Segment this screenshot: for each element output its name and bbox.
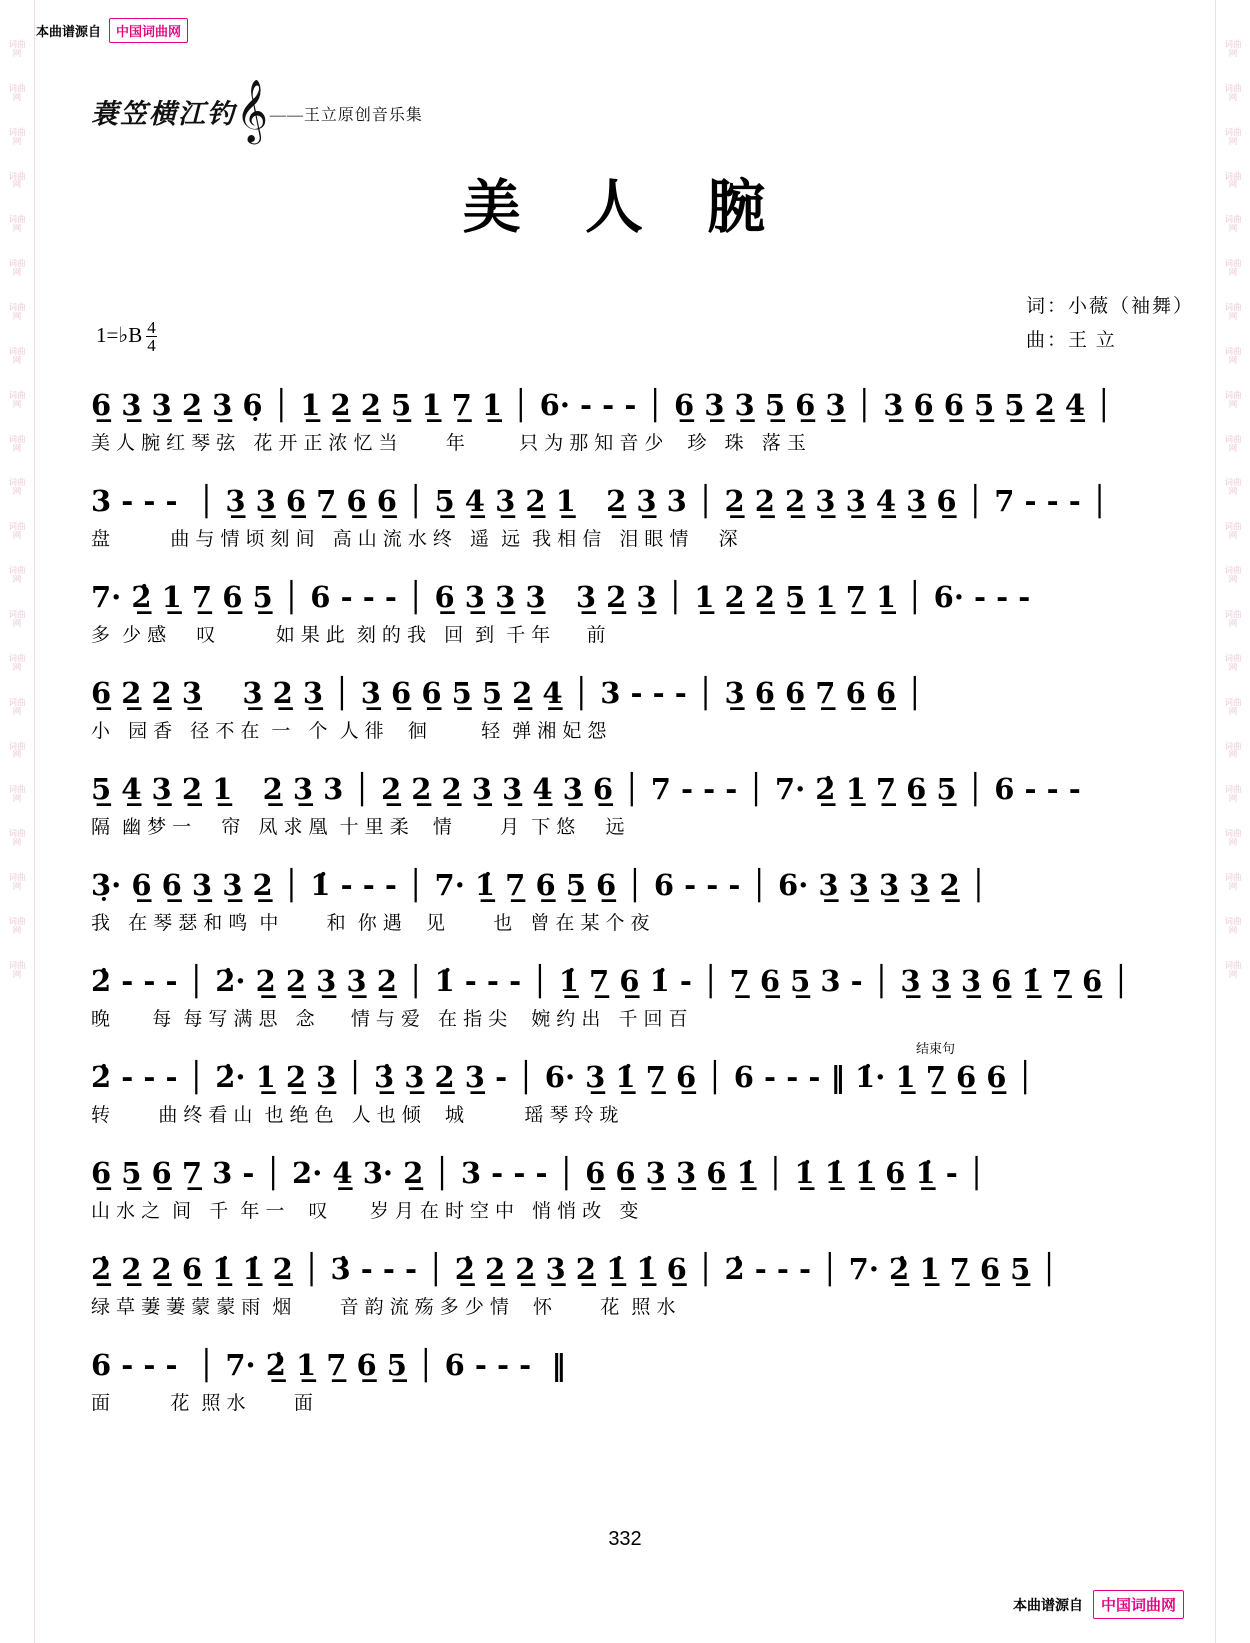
notation-line: 2̇ - - - │ 2̇· 2̲ 2̲ 3̲ 3̲ 2̲ │ 1̇ - - - │ 1̲̇ 7̲ 6̲ 1̇ - │ 7̲ 6̲ 5̲ 3 - │ 3̲ 3̲ 3̲ 6̲ 1̲̇ 7̲ 6̲ │: [91, 964, 1130, 998]
watermark-text: 词曲网: [8, 740, 26, 760]
watermark-text: 词曲网: [1224, 565, 1242, 585]
watermark-text: 词曲网: [8, 872, 26, 891]
watermark-text: 词曲网: [8, 170, 26, 190]
lyrics-line: 我 在 琴 瑟 和 鸣 中 和 你 遇 见 也 曾 在 某 个 夜: [91, 912, 650, 934]
page-number: 332: [608, 1528, 642, 1550]
system-row: [36, 670, 1214, 762]
lyrics-line: 小 园 香 径 不 在 一 个 人 徘 徊 轻 弹 湘 妃 怨: [91, 720, 607, 742]
notation-line: 7· 2̲̇ 1̲ 7̲ 6̲ 5̲ │ 6 - - - │ 6̲ 3̲ 3̲ 3̲ 3̲ 2̲ 3̲ │ 1̲ 2̲ 2̲ 5̲ 1̲ 7̲ 1̲ │ 6· - - -: [91, 580, 1031, 614]
collection-name: 蓑笠横江钓: [91, 99, 236, 130]
watermark-text: 词曲网: [8, 608, 26, 628]
lyrics-line: 转 曲 终 看 山 也 绝 色 人 也 倾 城 瑶 琴 玲 珑: [91, 1104, 619, 1126]
source-site-badge[interactable]: 中国词曲网: [1093, 1590, 1184, 1619]
collection-header: [91, 81, 423, 142]
notation-line: 6 - - - │ 7· 2̲̇ 1̲ 7̲ 6̲ 5̲ │ 6 - - - ‖: [91, 1348, 566, 1382]
watermark-text: 词曲网: [8, 82, 26, 102]
watermark-text: 词曲网: [1224, 696, 1242, 716]
watermark-text: 词曲网: [8, 652, 26, 672]
watermark-text: 词曲网: [8, 214, 26, 234]
treble-clef-icon: 𝄞: [236, 81, 268, 142]
ending-phrase-annotation: 结束句: [916, 1042, 956, 1057]
watermark-column-left: [0, 0, 35, 1643]
watermark-text: 词曲网: [8, 521, 26, 541]
key-label: 1=♭B: [96, 323, 143, 347]
page-title: 美 人 腕: [462, 173, 788, 241]
watermark-text: 词曲网: [1224, 389, 1242, 409]
source-label: 本曲谱源自: [36, 24, 102, 39]
music-body: [36, 382, 1214, 1438]
system-row: [36, 862, 1214, 954]
notation-line: 3̣· 6̲ 6̲ 3̲ 3̲ 2̲ │ 1̇ - - - │ 7· 1̲̇ 7̲ 6̲ 5̲ 6̲ │ 6 - - - │ 6· 3̲ 3̲ 3̲ 3̲ 2̲ │: [91, 868, 988, 902]
system-row: [36, 478, 1214, 570]
watermark-text: 词曲网: [1224, 302, 1242, 321]
notation-line: 2̲̇ 2̲ 2̲ 6̲ 1̲̇ 1̲̇ 2̲ │ 3̇ - - - │ 2̲̇ 2̲ 2̲ 3̲ 2̲ 1̲̇ 1̲̇ 6̲ │ 2̇ - - - │ 7· 2̲̇ 1̲ 7̲ 6̲ 5̲ │: [91, 1252, 1058, 1286]
source-label: 本曲谱源自: [1012, 1596, 1083, 1613]
time-signature-unit: 4: [147, 336, 156, 355]
lyrics-line: 盘 曲 与 情 顷 刻 间 高 山 流 水 终 遥 远 我 相 信 泪 眼 情 深: [91, 528, 738, 550]
watermark-text: 词曲网: [8, 915, 26, 935]
watermark-text: 词曲网: [1224, 433, 1242, 453]
time-signature-beats: 4: [147, 318, 156, 337]
time-signature: [146, 319, 157, 354]
watermark-text: 词曲网: [8, 696, 26, 716]
watermark-text: 词曲网: [8, 345, 26, 365]
watermark-text: 词曲网: [1224, 608, 1242, 628]
system-row: [36, 766, 1214, 858]
lyrics-line: 山 水 之 间 千 年 一 叹 岁 月 在 时 空 中 悄 悄 改 变: [91, 1200, 639, 1222]
lyrics-line: 多 少 感 叹 如 果 此 刻 的 我 回 到 千 年 前: [91, 624, 606, 646]
watermark-text: 词曲网: [1224, 126, 1242, 146]
watermark-text: 词曲网: [1224, 872, 1242, 891]
watermark-text: 词曲网: [1224, 828, 1242, 848]
watermark-text: 词曲网: [1224, 784, 1242, 804]
watermark-text: 词曲网: [1224, 477, 1242, 497]
watermark-text: 词曲网: [1224, 258, 1242, 278]
watermark-text: 词曲网: [8, 784, 26, 804]
watermark-text: 词曲网: [8, 302, 26, 321]
lyrics-line: 隔 幽 梦 一 帘 凤 求 凰 十 里 柔 情 月 下 悠 远: [91, 816, 625, 838]
watermark-text: 词曲网: [8, 39, 26, 58]
watermark-text: 词曲网: [8, 258, 26, 278]
notation-line: 6̲ 5̲ 6̲ 7̲ 3 - │ 2· 4̲ 3· 2̲ │ 3 - - - │ 6̲ 6̲ 3̲ 3̲ 6̲ 1̲̇ │ 1̲̇ 1̲̇ 1̲̇ 6̲ 1̲̇ - │: [91, 1156, 986, 1190]
lyrics-line: 绿 草 萋 萋 蒙 蒙 雨 烟 音 韵 流 殇 多 少 情 怀 花 照 水: [91, 1296, 676, 1318]
key-signature: [96, 318, 157, 353]
notation-line: 6̲ 3̲ 3̲ 2̲ 3̲ 6̣ │ 1̲ 2̲ 2̲ 5̲ 1̲ 7̲ 1̲ │ 6· - - - │ 6̲ 3̲ 3̲ 5̲ 6̲ 3̲ │ 3̲ 6̲ 6̲ 5̲ 5̲ 2̲ 4̲ │: [91, 388, 1113, 422]
watermark-text: 词曲网: [8, 828, 26, 848]
watermark-text: 词曲网: [1224, 740, 1242, 760]
system-row: [36, 1042, 1214, 1146]
watermark-text: 词曲网: [1224, 214, 1242, 234]
watermark-text: 词曲网: [8, 389, 26, 409]
watermark-text: 词曲网: [1224, 170, 1242, 190]
source-attribution-top: [36, 18, 188, 43]
watermark-text: 词曲网: [8, 433, 26, 453]
watermark-text: 词曲网: [1224, 39, 1242, 58]
watermark-text: 词曲网: [8, 959, 26, 979]
credit-lyricist: 词：小薇（袖舞）: [1025, 296, 1194, 317]
source-attribution-bottom: [1013, 1590, 1184, 1619]
watermark-text: 词曲网: [1224, 82, 1242, 102]
system-row: [36, 574, 1214, 666]
system-row: [36, 382, 1214, 474]
watermark-text: 词曲网: [1224, 521, 1242, 541]
lyrics-line: 面 花 照 水 面: [91, 1392, 313, 1414]
system-row: [36, 1150, 1214, 1242]
watermark-text: 词曲网: [8, 565, 26, 585]
watermark-text: 词曲网: [8, 126, 26, 146]
notation-line: 6̲ 2̲ 2̲ 3̲ 3̲ 2̲ 3̲ │ 3̲ 6̲ 6̲ 5̲ 5̲ 2̲ 4̲ │ 3 - - - │ 3̲ 6̲ 6̲ 7̲ 6̲ 6̲ │: [91, 676, 924, 710]
watermark-column-right: [1215, 0, 1250, 1643]
notation-line: 3 - - - │ 3̲ 3̲ 6̲ 7̲ 6̲ 6̲ │ 5̲ 4̲ 3̲ 2̲ 1̲ 2̲ 3̲ 3 │ 2̲ 2̲ 2̲ 3̲ 3̲ 4̲ 3̲ 6̲ │ 7 - - - │: [91, 484, 1109, 518]
source-site-badge[interactable]: 中国词曲网: [109, 18, 188, 43]
lyrics-line: 晚 每 每 写 满 思 念 情 与 爱 在 指 尖 婉 约 出 千 回 百: [91, 1008, 688, 1030]
lyrics-line: 美 人 腕 红 琴 弦 花 开 正 浓 忆 当 年 只 为 那 知 音 少 珍 珠 落 玉: [91, 432, 806, 454]
notation-line: 5̲ 4̲ 3̲ 2̲ 1̲ 2̲ 3̲ 3 │ 2̲ 2̲ 2̲ 3̲ 3̲ 4̲ 3̲ 6̲ │ 7 - - - │ 7· 2̲̇ 1̲ 7̲ 6̲ 5̲ │ 6 - - -: [91, 772, 1081, 806]
credit-composer: 曲：王 立: [1025, 330, 1117, 351]
watermark-text: 词曲网: [1224, 959, 1242, 979]
system-row: [36, 958, 1214, 1050]
system-row: [36, 1342, 1214, 1434]
collection-subtitle: ——王立原创音乐集: [269, 107, 423, 124]
watermark-text: 词曲网: [8, 477, 26, 497]
watermark-text: 词曲网: [1224, 915, 1242, 935]
watermark-text: 词曲网: [1224, 345, 1242, 365]
credits: [1026, 290, 1194, 358]
system-row: [36, 1246, 1214, 1338]
notation-line: 2̇ - - - │ 2̇· 1̲ 2̲ 3̲ │ 3̲̇ 3̲ 2̲ 3̲ - │ 6· 3̲ 1̲̇ 7̲ 6̲ │ 6 - - - ‖ 1̇· 1̲ 7̲ 6̲ 6̲ │: [91, 1060, 1034, 1094]
sheet-music-page: [36, 0, 1214, 1643]
watermark-text: 词曲网: [1224, 652, 1242, 672]
